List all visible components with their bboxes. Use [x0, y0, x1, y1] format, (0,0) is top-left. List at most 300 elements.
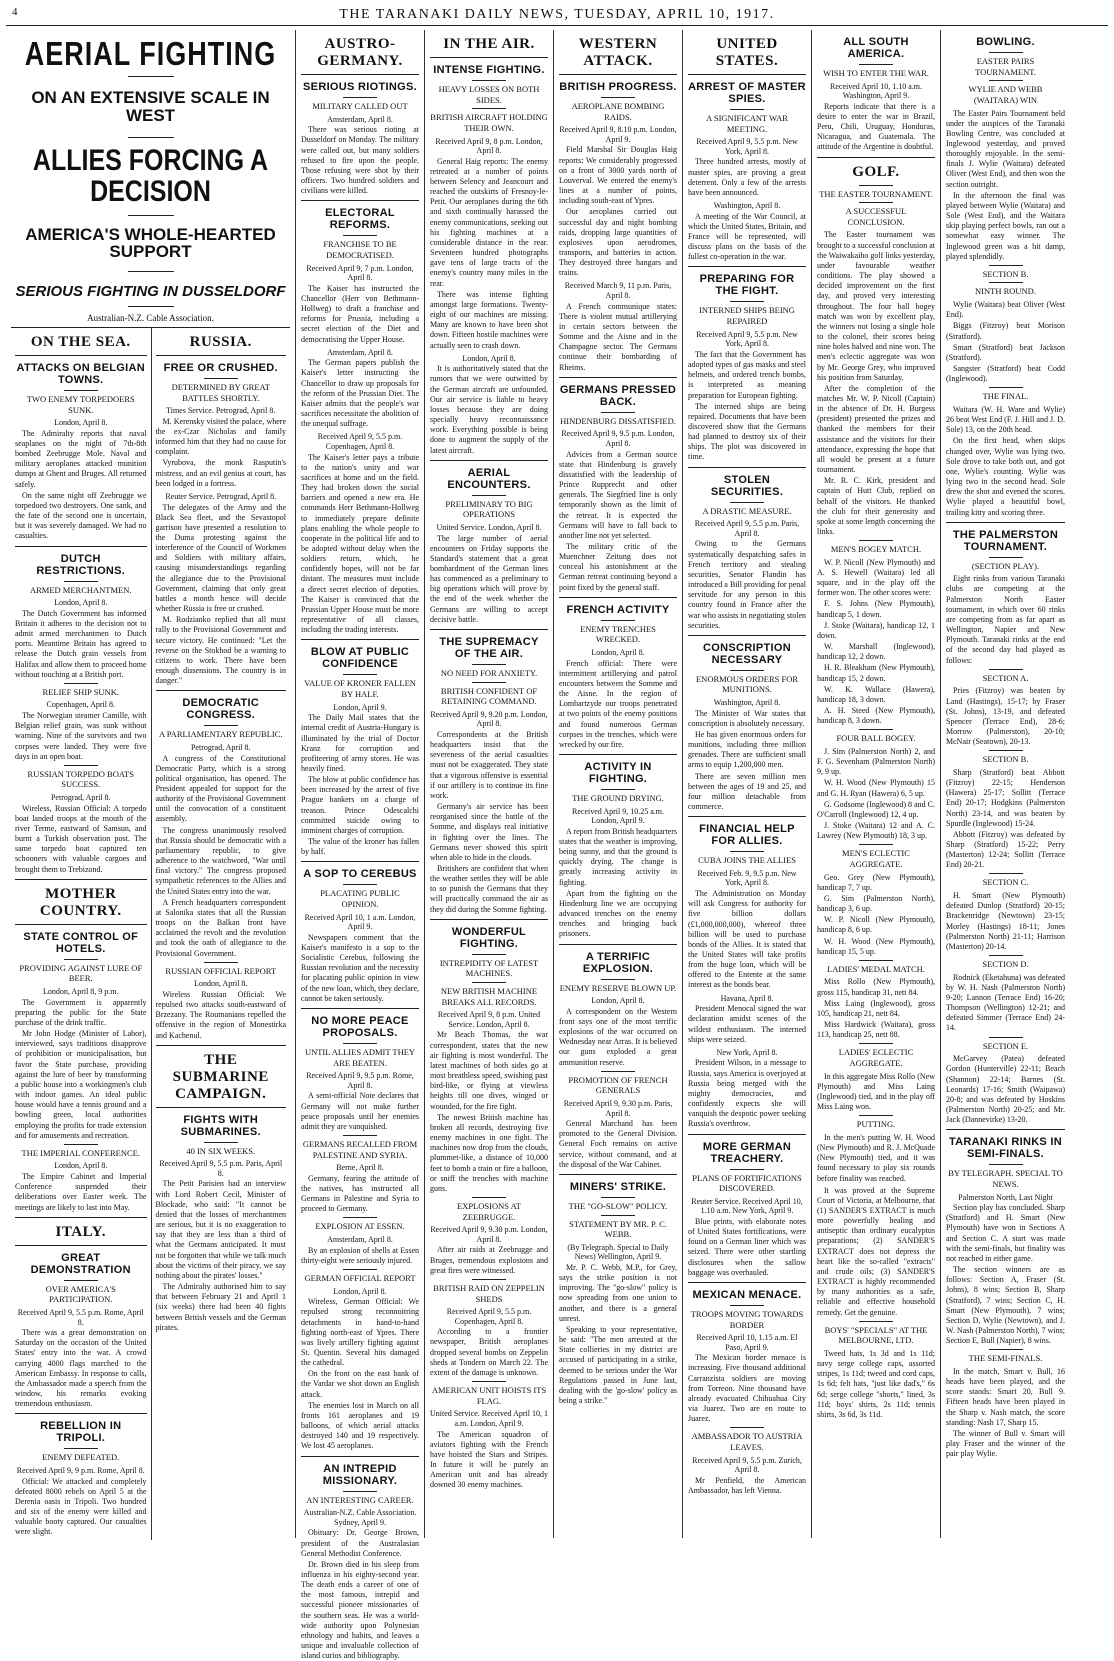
divider — [730, 1305, 764, 1306]
article-paragraph: General Haig reports: The enemy retreated at a number of points between Selency and Jeancourt and reached the outskirts of Fresnoy-le-Petit. Our aeroplanes during the 6th and sixth continually harassed the enemy communications, seeking out his fighting machines at a considerable distance in the rear. Seventeen hundred photographs gave tens of large tracts of the enemy's country many miles in the rear. — [430, 156, 548, 288]
columns — [6, 30, 1108, 1661]
article-paragraph: The Admiralty reports that naval seaplanes on the night of 7th-8th bombed Zeebrugge Mole. Naval and military aeroplanes attacked munition dumps at Ghent and Bruges. All returned safely. — [15, 428, 147, 489]
article — [156, 725, 287, 958]
article-subheading: ENEMY RESERVE BLOWN UP. — [559, 982, 677, 993]
article — [688, 816, 806, 847]
article — [559, 979, 677, 1068]
column-rule — [156, 1107, 287, 1108]
divider — [601, 1197, 635, 1198]
article — [688, 266, 806, 297]
column-rule — [301, 74, 419, 75]
article-headline: MOTHER COUNTRY. — [39, 885, 122, 919]
article — [15, 1280, 147, 1410]
article-paragraph: In this aggregate Miss Rollo (New Plymouth) and Miss Laing (Inglewood) tied, and in the play off Miss Laing won. — [817, 1071, 935, 1112]
article-paragraph: After the completion of the matches Mr. W. P. Nicoll (Captain) in the absence of Dr. H. Burgess (president) presented the prizes and thanked the members for their assistance and the visitors for their attendance, expressing the hope that all would be present at a future tournament. — [817, 383, 935, 475]
article — [946, 52, 1065, 77]
article-subheading: HEAVY LOSSES ON BOTH SIDES. — [438, 84, 540, 105]
article — [688, 1305, 806, 1425]
article-dateline: Received March 9, 11 p.m. Paris, April 8. — [564, 281, 672, 301]
article-dateline: Received April 9, 5.5 p.m. Paris, April 8. — [694, 519, 800, 538]
article-paragraph: Speaking to your representative, he said: "The men arrested at the State collieries in my district are accused of participating in a strike, deemed to be serious under the War Regulations passed in June last, dealing with the 'go-slow' policy as being a strike." — [559, 1324, 677, 1405]
article — [688, 201, 806, 262]
column-rule — [15, 355, 147, 356]
article-paragraph: M. Rodzianko replied that all must rally to the Provisional Government and secure victory. He continued: "Let the reverse on the Stokhod be a warning to citizens to work. There have been enough dissensions. The country is in danger." — [155, 615, 286, 686]
column-rule — [301, 1456, 419, 1457]
article-headline: AN INTREPID MISSIONARY. — [322, 1462, 398, 1487]
article — [301, 97, 419, 196]
column-rule — [688, 1134, 806, 1135]
article-subheading: BRITISH AIRCRAFT HOLDING THEIR OWN. — [430, 112, 548, 133]
article-headline: AUSTRO-GERMANY. — [317, 36, 403, 69]
article-paragraph: The military critic of the Muenchner Zeitung does not conceal his astonishment at the German retreat continuing beyond a point fixed by the general staff. — [559, 541, 677, 592]
column-rule — [301, 1008, 419, 1009]
article-subheading: THE GROUND DRYING. — [572, 793, 664, 803]
article-headline: MORE GERMAN TREACHERY. — [702, 1140, 792, 1165]
article-subheading: BY TELEGRAPH. SPECIAL TO NEWS. — [948, 1168, 1063, 1189]
article-paragraph: Wireless, Russian Official: A torpedo boat landed troops at the mouth of the river Terme, eastward of Samsun, and burnt a Turkish observation post. The same torpedo boat captured ten schooners with valuable cargoes and brought them to Trebizond. — [15, 803, 147, 874]
article — [946, 955, 1065, 1034]
article-dateline: London, April 8. — [194, 979, 248, 989]
article-subheading: THE SEMI-FINALS. — [968, 1353, 1043, 1364]
article — [559, 412, 677, 593]
article-subheading: INTREPIDITY OF LATEST MACHINES. — [439, 957, 539, 979]
article-paragraph: The Minister of War states that conscription is absolutely necessary. — [688, 708, 806, 728]
article — [559, 597, 677, 616]
lead-deck-2: ALLIES FORCING A DECISION — [32, 143, 269, 209]
article — [688, 1427, 806, 1496]
divider — [601, 620, 635, 621]
lead-subcolumn-left — [11, 328, 151, 1540]
lead-deck-1: ON AN EXTENSIVE SCALE IN WEST — [31, 88, 270, 126]
article-dateline: Received April 9, 9.30 p.m. London, April 8. — [430, 1225, 548, 1244]
article-headline: INTENSE FIGHTING. — [433, 64, 545, 76]
article-headline: BOWLING. — [976, 36, 1035, 48]
article-subheading: MILITARY CALLED OUT — [312, 101, 408, 111]
column-rule — [559, 944, 677, 945]
column-rule — [430, 57, 548, 58]
column-rule — [946, 1129, 1065, 1130]
article — [15, 334, 147, 351]
article-paragraph: J. Stoke (Waitara), handicap 12, 1 down. — [817, 620, 935, 640]
article — [559, 1215, 677, 1407]
article-paragraph: The Easter tournament was brought to a successful conclusion at the Waiwakaiho golf links yesterday, under favourable weather conditions. The play showed a decided improvement on the first day, and proved very interesting throughout. The four ball bogey match was won by excellent play, the winners not losing a single hole to the colonel, their scores being nine holes halved and nine won. The men's eclectic aggregate was won by Mr. George Grey, who improved his position from Saturday. — [817, 230, 935, 382]
article-paragraph: The delegates of the Army and the Black Sea fleet, and the Sevastopol garrison have presented a resolution to the Duma protesting against the interference of the Council of Workmen and Soldiers with military affairs, causing misunderstandings regarding the allegiance due to the Provisional Government, claiming that only great battles a month hence will decide whether Russia is free or crushed. — [155, 502, 286, 614]
article-subheading: EASTER PAIRS TOURNAMENT. — [975, 56, 1036, 77]
article-dateline: London, April 8. — [54, 418, 108, 428]
article — [688, 301, 806, 462]
article — [817, 844, 935, 957]
article — [559, 620, 677, 750]
article-subheading: WISH TO ENTER THE WAR. — [823, 68, 929, 78]
article-paragraph: The enemies lost in March on all fronts 161 aeroplanes and 19 balloons, of which aerial attacks destroyed 140 and 19 respectively. We lost 45 aeroplanes. — [301, 1400, 419, 1451]
article-paragraph: Mr Penfield, the American Ambassador, has left Vienna. — [688, 1475, 806, 1495]
article — [946, 282, 1065, 384]
article-subheading: AMERICAN UNIT HOISTS ITS FLAG. — [431, 1385, 547, 1406]
article-dateline: London, April 8. — [333, 1286, 387, 1296]
divider — [472, 80, 506, 81]
article — [946, 669, 1065, 748]
column-rule — [559, 597, 677, 598]
article — [946, 1129, 1065, 1160]
divider — [989, 873, 1023, 874]
article-subheading: FRANCHISE TO BE DEMOCRATISED. — [323, 239, 397, 260]
divider — [472, 1381, 506, 1382]
article-headline: NO MORE PEACE PROPOSALS. — [311, 1014, 409, 1039]
article-paragraph: The Easter Pairs Tournament held under the auspices of the Taranaki Bowling Centre, was concluded at Inglewood yesterday, and proved thoroughly enjoyable. In the semi-finals J. Wylie (Waitara) defeated Oliver (West End), and then won the section outright. — [946, 108, 1065, 189]
article-dateline: Received April 10, 1.15 a.m. El Paso, April 9. — [696, 1333, 798, 1352]
article — [688, 1169, 806, 1278]
article-subheading: A PARLIAMENTARY REPUBLIC. — [158, 729, 283, 740]
article-dateline: London, April 8. — [591, 648, 645, 657]
article — [156, 334, 287, 351]
divider — [859, 185, 893, 186]
column-rule — [817, 157, 935, 158]
article-paragraph: On the first head, when skips changed over, Wylie was lying two. Sole drove to take both out, and got one, Wylie's counting. Wylie was lying two in the second head. Sole drew the shot and evened the scores. Wylie played a beautiful bowl, trailing kitty and scoring three. — [946, 436, 1065, 517]
article-dateline: Received Feb. 9, 9.5 p.m. New York, April 8. — [697, 868, 797, 888]
divider — [989, 1349, 1023, 1350]
article-subheading: LADIES' MEDAL MATCH. — [827, 963, 925, 974]
article-subheading: TROOPS MOVING TOWARDS BORDER — [690, 1308, 804, 1330]
article-headline: MEXICAN MENACE. — [692, 1288, 802, 1301]
article-subheading: NO NEED FOR ANXIETY. — [440, 667, 538, 678]
divider — [730, 851, 764, 852]
article-paragraph: The Kaiser has instructed the Chancellor (Herr von Bethmann-Hollweg) to draft a franchise and reforms for Prussia, including a secret election of the Diet and democratising the Upper House. — [301, 283, 419, 344]
article-paragraph: J. Stoke (Waitara) 12 and A. C. Lawrey (New Plymouth) 18, 3 up. — [817, 821, 935, 841]
article-paragraph: Pries (Fitzroy) was beaten by Land (Hastings), 15-17; by Fraser (St. Johns), 13-19, and defeated Spencer (Terrace End), 28-6; Morrow (Palmerston), 20-10; McNair (Seatown), 20-13. — [946, 686, 1065, 747]
article-paragraph: Wireless Russian Official: We repulsed two attacks south-eastward of Brzezany. The Roumanians repelled the offensive in the region of Monestirka and Kachenul. — [155, 989, 286, 1040]
divider — [730, 109, 764, 110]
article-paragraph: In the men's putting W. H. Wood (New Plymouth) and R. J. McQuade (New Plymouth) tied, and it was found necessary to play six rounds before finality was reached. — [817, 1132, 935, 1183]
article-subheading: LADIES' ECLECTIC AGGREGATE. — [838, 1047, 914, 1068]
article-dateline: London, April 8. — [54, 1161, 108, 1171]
article — [15, 924, 147, 955]
divider — [64, 765, 98, 766]
lead-subcolumn-right — [151, 328, 291, 1540]
column-rule — [15, 546, 147, 547]
article-dateline: London, April 8. — [54, 598, 108, 608]
article-subheading: PROMOTION OF FRENCH GENERALS — [568, 1074, 668, 1096]
article — [301, 1043, 419, 1132]
article-paragraph: On the same night off Zeebrugge we torpedoed two destroyers. One sank, and the fate of the second one is uncertain, but it was severely damaged. We had no casualties. — [15, 490, 147, 541]
divider — [343, 1043, 377, 1044]
article-dateline: Reuter Service. Received April 10, 1.10 a.m. New York, April 9. — [691, 1196, 803, 1216]
article — [946, 387, 1065, 517]
article-paragraph: Dr. Brown died in his sleep from influenza in his eighty-second year. The death ends a career of one of the most famous, intrepid and successful pioneer missionaries of the southern seas. He was a world-wide authority upon Polynesian ethnology and habits, and leaves a unique and invaluable collection of island curios and bibliography. — [301, 1559, 419, 1661]
divider — [989, 265, 1023, 266]
article — [15, 390, 147, 542]
article — [946, 1349, 1065, 1459]
cable-association-credit: Australian-N.Z. Cable Association. — [87, 312, 214, 323]
article-headline: AERIAL ENCOUNTERS. — [447, 466, 531, 491]
divider — [989, 557, 1023, 558]
article-dateline: Received April 9, 5.5 p.m. Copenhagen, April 8. — [317, 432, 403, 451]
divider — [472, 108, 506, 109]
article-dateline: Received April 9, 7 p.m. London, April 8. — [306, 263, 414, 283]
divider — [343, 1269, 377, 1270]
article-dateline: United Service. Received April 10, 1 a.m. London, April 9. — [430, 1409, 548, 1428]
article-subheading: TWO ENEMY TORPEDOERS SUNK. — [26, 393, 135, 415]
article — [156, 1107, 287, 1138]
divider — [989, 80, 1023, 81]
article-dateline: Reuter Service. Petrograd, April 8. — [165, 491, 277, 501]
article — [15, 683, 147, 762]
article — [688, 1282, 806, 1301]
article-dateline: Received April 9, 9.20 p.m. London, April 8. — [430, 709, 548, 729]
article-paragraph: J. Sim (Palmerston North) 2, and F. G. Sevenham (Palmerston North) 9, 9 up. — [817, 746, 935, 777]
article — [15, 765, 147, 875]
divider — [989, 282, 1023, 283]
article — [15, 581, 147, 680]
article-paragraph: Mr Beach Thomas, the war correspondent, states that the new air fighting is most wonderful. The latest machines of both sides go at most breathless speed, swishing past bird-like, or flying at viewless heights till one dives, winged or wounded, for the fire fight. — [430, 1030, 548, 1111]
article — [430, 495, 548, 625]
article-subheading: SECTION B. — [982, 268, 1029, 279]
article — [301, 1456, 419, 1487]
article-headline: CONSCRIPTION NECESSARY — [703, 641, 791, 666]
article — [559, 377, 677, 408]
article-dateline: United Service. London, April 8. — [436, 522, 542, 532]
article — [156, 962, 287, 1041]
divider — [64, 390, 98, 391]
article — [15, 1217, 147, 1241]
article — [15, 546, 147, 577]
article-paragraph: W. P. Nicoll (New Plymouth) and A. S. Hewell (Waitara) led all square, and in the play off the former won. The other scores were: — [817, 557, 935, 598]
lead-subcolumns — [11, 327, 290, 1540]
column-rule — [559, 754, 677, 755]
article-paragraph: Mr. P. C. Webb, M.P., for Grey, says the strike position is not improving. The "go-slow" policy is now spreading from one union to another, and there is a general unrest. — [559, 1262, 677, 1323]
article-headline: FIGHTS WITH SUBMARINES. — [180, 1113, 261, 1138]
divider — [472, 1197, 506, 1198]
article-paragraph: G. Sim (Palmerston North), handicap 3, 6 up. — [817, 893, 935, 914]
article-paragraph: Wireless, German Official: We repulsed strong reconnoitring detachments in hand-to-hand fighting north-east of Ypres. There was lively artillery fighting against St. Quentin. Several hits damaged the cathedral. — [301, 1297, 419, 1368]
article-paragraph: Biggs (Fitzroy) beat Morison (Stratford). — [946, 321, 1065, 341]
article-paragraph: F. S. Johns (New Plymouth), handicap 5, 1 down. — [817, 599, 935, 619]
article-paragraph: The winner of Bull v. Smart will play Fraser and the winner of the pair play Wylie. — [946, 1428, 1065, 1459]
column-rule — [430, 919, 548, 920]
article-subheading: AMBASSADOR TO AUSTRIA LEAVES. — [691, 1431, 803, 1453]
article-headline: ARREST OF MASTER SPIES. — [688, 81, 806, 105]
article-subheading: PUTTING. — [856, 1119, 896, 1130]
article-headline: FINANCIAL HELP FOR ALLIES. — [699, 823, 795, 848]
column-rule — [15, 1217, 147, 1218]
article — [559, 1197, 677, 1212]
column-rule — [15, 1245, 147, 1246]
divider — [128, 215, 174, 216]
article-paragraph: Mr John Hodge (Minister of Labor), interviewed, says traditions disapprove of prohibition or municipalisation, but favor the State purchase, providing against the lure of beer by transforming a public house into a workingmen's club with indoor games. An ideal public house would have a tennis ground and a bowling green, local authorities employing the profits for trade extension and for amusements and recreation. — [15, 1029, 147, 1140]
article-paragraph: Obituary: Dr. George Brown, president of the Australasian General Methodist Conference. — [301, 1528, 419, 1558]
article-paragraph: Germany, fearing the attitude of the natives, has instructed all Germans in Palestine and Syria to proceed to Germany. — [301, 1173, 419, 1214]
divider — [730, 301, 764, 302]
article-subheading: DETERMINED BY GREAT BATTLES SHORTLY. — [171, 381, 270, 403]
article — [15, 879, 147, 920]
article — [301, 1217, 419, 1266]
article — [301, 1269, 419, 1452]
divider — [128, 306, 174, 307]
article-paragraph: In the afternoon the final was played between Wylie (Waitara) and Sole (West End), and the Waitara skip playing perfect bowls, ran out a somewhat easy winner. The Inglewood green was a bit damp, played splendidly. — [946, 190, 1065, 261]
article-subheading: RUSSIAN OFFICIAL REPORT — [165, 965, 277, 976]
article-subheading: SECTION A. — [982, 672, 1029, 683]
article-subheading: ENEMY TRENCHES WRECKED. — [580, 623, 656, 645]
divider — [859, 64, 893, 65]
divider — [601, 97, 635, 98]
article — [946, 557, 1065, 666]
article — [430, 954, 548, 979]
article-paragraph: The blow at public confidence has been increased by the arrest of five Prague bankers on a charge of treason. Prince Odescalchi committed suicide owing to imminent charges of corruption. — [301, 775, 419, 835]
article-headline: ACTIVITY IN FIGHTING. — [584, 761, 652, 785]
divider — [343, 1491, 377, 1492]
divider — [859, 1043, 893, 1044]
article — [688, 502, 806, 631]
article-subheading: BOYS' "SPECIALS" AT THE MELBOURNE, LTD. — [824, 1324, 928, 1346]
article-paragraph: Tweed hats, 1s 3d and 1s 11d; navy serge college caps, assorted stripes, 1s 11d; tweed and cord caps, 1s 6d; felt hats, "just like dad's," 6s 6d; serge college "shorts," lined, 3s 11d; boys' shirts, 2s 11d; tennis shirts, 3s 6d, 3s 11d. — [817, 1348, 935, 1419]
article — [301, 861, 419, 880]
lead-deck-4: SERIOUS FIGHTING IN DUSSELDORF — [15, 283, 286, 301]
divider — [601, 412, 635, 413]
article-subheading: THE "GO-SLOW" POLICY. — [568, 1200, 668, 1211]
divider — [601, 1071, 635, 1072]
page-number: 4 — [12, 6, 19, 18]
article-subheading: GERMANS RECALLED FROM PALESTINE AND SYRIA. — [302, 1139, 418, 1160]
article-subheading: INTERNED SHIPS BEING REPAIRED — [699, 305, 795, 327]
article-paragraph: Abbott (Fitzroy) was defeated by Sharp (Stratford) 15-22; Perry (Masterton) 12-24; Sollitt (Terrace End) 20-21. — [946, 829, 1065, 870]
divider — [730, 502, 764, 503]
article-paragraph: After air raids at Zeebrugge and Bruges, tremendous explosions and great fires were witnessed. — [430, 1245, 548, 1275]
article-subheading: BRITISH CONFIDENT OF RETAINING COMMAND. — [440, 685, 538, 707]
article-paragraph: Eight rinks from various Taranaki clubs are competing at the Palmerston North Easter tournament, in which over 60 rinks are competing from as far apart as Wellington, Napier and New Plymouth. Taranaki rinks at the end of the second day had played as follows: — [946, 574, 1065, 665]
article-dateline: Received April 10, 1 a.m. London, April 9. — [304, 912, 416, 932]
divider — [64, 1144, 98, 1145]
article-dateline: Amsterdam, April 8. — [327, 1235, 393, 1245]
article-headline: A TERRIFIC EXPLOSION. — [582, 950, 654, 975]
article-paragraph: Geo. Grey (New Plymouth), handicap 7, 7 up. — [817, 872, 935, 892]
article-headline: REBELLION IN TRIPOLI. — [40, 1420, 122, 1445]
divider — [859, 729, 893, 730]
article — [301, 1008, 419, 1039]
divider — [204, 378, 238, 379]
divider — [859, 844, 893, 845]
article — [688, 467, 806, 498]
article-paragraph: The Admiralty authorised him to say that between February 21 and April 1 (six weeks) there had been 40 fights between British vessels and the German pirates. — [155, 1282, 286, 1332]
article-dateline: Received April 9, 9.5 p.m. London, April 8. — [561, 429, 675, 448]
article-paragraph: Official: We attacked and completely defeated 8000 rebels on April 5 at the Derenia oasis in Tripoli. Two hundred and six of the enemy were killed and valuable booty captured. Our casualties were slight. — [15, 1476, 147, 1537]
divider — [472, 495, 506, 496]
article — [559, 1174, 677, 1193]
article — [430, 460, 548, 491]
article — [430, 682, 548, 915]
article-headline: ITALY. — [55, 1223, 106, 1240]
article-headline: RUSSIA. — [189, 333, 252, 350]
divider — [989, 1037, 1023, 1038]
article-headline: ATTACKS ON BELGIAN TOWNS. — [16, 361, 145, 386]
article-subheading: AEROPLANE BOMBING RAIDS. — [571, 101, 665, 122]
article-paragraph: The interned ships are being repaired. Documents that have been discovered show that the Germans had planned to destroy six of their ships. The plot was discovered in time. — [688, 401, 806, 462]
article-paragraph: Rodnick (Eketahuna) was defeated by W. H. Nash (Palmerston North) 9-20; Lannon (Terrace End) 16-20; Thompson (Wellington) 12-21; and defeated Simmer (Terrace End) 24-14. — [946, 972, 1065, 1033]
article-dateline: (By Telegraph. Special to Daily News) Wellington, April 9. — [567, 1242, 669, 1262]
article-headline: BRITISH PROGRESS. — [559, 81, 677, 93]
news-column-6 — [941, 30, 1070, 1538]
article — [946, 873, 1065, 952]
article-paragraph: There are seven million men between the ages of 19 and 25, and four million detachable from commerce. — [688, 771, 806, 812]
article — [559, 74, 677, 93]
article-headline: WESTERN ATTACK. — [578, 36, 658, 69]
article-headline: PREPARING FOR THE FIGHT. — [699, 273, 795, 298]
news-column-1 — [296, 30, 425, 1661]
article-paragraph: W. H. Wood (New Plymouth), handicap 15, 5 up. — [817, 936, 935, 956]
article-dateline: Received April 9, 8.10 p.m. London, April 9. — [559, 125, 677, 144]
article-dateline: London, April 8, 9 p.m. — [42, 987, 119, 997]
column-rule — [688, 816, 806, 817]
article-subheading: SECTION E. — [982, 1040, 1029, 1051]
article-dateline: Received April 9, 8 p.m. London, April 8. — [435, 136, 543, 156]
article-paragraph: A French communique states: There is violent mutual artillerying in certain sectors between the Somme and the Aisne and in the Champagne sector. The Germans continue their bombarding of Rheims. — [559, 301, 677, 372]
article-dateline: Times Service. Petrograd, April 8. — [166, 406, 276, 416]
article-subheading: PLACATING PUBLIC OPINION. — [320, 888, 400, 910]
divider — [989, 1164, 1023, 1165]
divider — [989, 669, 1023, 670]
article-subheading: MEN'S ECLECTIC AGGREGATE. — [842, 848, 910, 869]
article — [817, 1043, 935, 1112]
article-paragraph: Our aeroplanes carried out successful day and night bombing raids, dropping large quantities of explosives upon aerodromes, transports, and batteries in action. They destroyed three hangars and trains. — [559, 207, 677, 278]
article-dateline: Received April 9, 5.5 p.m. New York, April 8. — [696, 137, 798, 156]
article — [559, 754, 677, 785]
article — [156, 492, 287, 686]
article-paragraph: H. R. Bleakham (New Plymouth), handicap 15, 2 down. — [817, 663, 935, 683]
article-paragraph: Reports indicate that there is a desire to enter the war in Brazil, Peru, Chili, Uruguay, Honduras, Nicaragua, and Guatemala. The attitude of the Argentine is doubtful. — [817, 101, 935, 152]
article-subheading: HINDENBURG DISSATISFIED. — [560, 415, 676, 426]
article-paragraph: He has given enormous orders for munitions, including three million grenades. There are sufficient small arms to equip 1,200,000 men. — [688, 729, 806, 770]
article-paragraph: The Dutch Government has informed Britain it adheres to the decision not to admit armed merchantmen to Dutch ports. Meantime Britain has agreed to release the Dutch grain vessels from Halifax and allow them to proceed home without touching at a British port. — [15, 608, 147, 679]
article — [817, 157, 935, 181]
article — [688, 109, 806, 198]
article-paragraph: Advices from a German source state that Hindenburg is gravely dissatisfied with the leadership of Prince Rupprecht and other generals. The Siegfried line is only temporarily shown as the limit of the retreat. It is expected the Germans will have to fall back to another line not yet selected. — [559, 449, 677, 540]
column-rule — [301, 639, 419, 640]
article-paragraph: It was proved at the Supreme Court of Victoria, at Melbourne, that (1) SANDER'S EXTRACT is much more powerfully healing and antiseptic than ordinary eucalyptus preparations; (2) SANDER'S EXTRACT does not depress the heart like the so-called "extracts" and crude oils; (3) SANDER'S EXTRACT is highly recommended by many authorities as a safe, reliable and effective household remedy. Get the genuine. — [817, 1185, 935, 1317]
divider — [989, 955, 1023, 956]
article-paragraph: Sangster (Stratford) beat Codd (Inglewood). — [946, 364, 1065, 384]
article-dateline: New York, April 8. — [716, 1047, 778, 1057]
article-paragraph: The large number of aerial encounters on Friday supports the Standard's statement that a great bombardment of the German lines has commenced as a preliminary to big operations which will prove by the end of the week whether the Germans are willing to accept decisive battle. — [430, 533, 548, 624]
lead-headline: AERIAL FIGHTING — [24, 35, 277, 73]
article-subheading: ENEMY DEFEATED. — [42, 1452, 120, 1463]
article-paragraph: There was a great demonstration on Saturday on the occasion of the United States' entry into the war. A crowd carrying 4000 flags marched to the American Embassy. In response to calls, the Ambassador made a speech from the window, his remarks evoking tremendous enthusiasm. — [15, 1328, 147, 1409]
article — [430, 982, 548, 1194]
article — [817, 540, 935, 726]
article — [688, 36, 806, 70]
divider — [730, 1169, 764, 1170]
article — [946, 1037, 1065, 1126]
divider — [128, 137, 174, 138]
article-paragraph: The Administration on Monday will ask Congress for authority for five billion dollars (£1,000,000,000), whereof three billion will be used to purchase bonds of the Allies. It is stated that the United States will take profits from the huge loan, which will be offered to the Entente at the same interest as the bonds bear. — [688, 889, 806, 990]
column-rule — [946, 522, 1065, 523]
article-paragraph: The American squadron of aviators fighting with the French have hoisted the Stars and Stripes. In future it will be purely an American unit and has already downed 30 enemy machines. — [430, 1429, 548, 1490]
article-dateline: Received April 9, 5.5 p.m. Rome, April 8. — [17, 1307, 144, 1327]
article — [817, 729, 935, 841]
lead-column — [6, 30, 296, 1538]
article — [301, 1491, 419, 1661]
article-subheading: STATEMENT BY MR. P. C. WEBB. — [569, 1218, 667, 1240]
article-paragraph: Vyrubova, the monk Rasputin's mistress, and an evil genius at court, has been lodged in a fortress. — [155, 458, 286, 488]
article-dateline: Havana, April 8. — [720, 993, 774, 1003]
article-headline: ELECTORAL REFORMS. — [325, 207, 395, 232]
article-subheading: NEW BRITISH MACHINE BREAKS ALL RECORDS. — [440, 986, 538, 1007]
article — [301, 348, 419, 430]
column-rule — [688, 1282, 806, 1283]
article-headline: FREE OR CRUSHED. — [163, 361, 278, 374]
article-subheading: THE IMPERIAL CONFERENCE. — [21, 1147, 140, 1158]
article-dateline: Received April 9, 8 p.m. United Service. London, April 8. — [437, 1010, 541, 1029]
article-subheading: WYLIE AND WEBB (WAITARA) WIN — [968, 84, 1043, 105]
article-paragraph: General Marchand has been promoted to the General Division. General Foch remains on active service, without command, and at the disposal of the War Cabinet. — [559, 1119, 677, 1169]
article-paragraph: Blue prints, with elaborate notes of United States fortifications, were found on a German liner which was seized. There were other startling disclosures when the sallow baggage was overhauled. — [688, 1216, 806, 1277]
